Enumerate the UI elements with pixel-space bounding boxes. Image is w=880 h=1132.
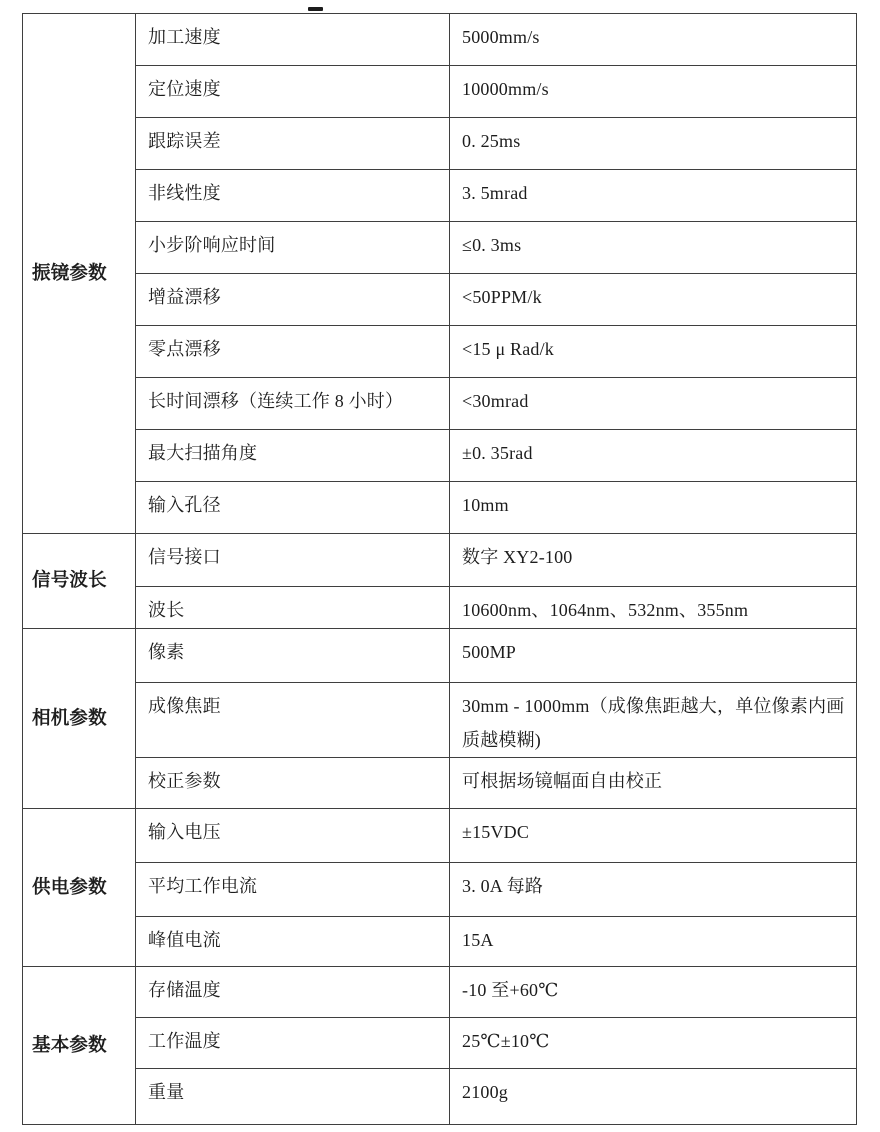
table-row — [23, 863, 857, 917]
value-cell: 2100g — [450, 1069, 857, 1125]
value-cell: 15A — [450, 917, 857, 967]
value-cell: ≤0. 3ms — [450, 222, 857, 274]
param-cell: 重量 — [136, 1069, 450, 1125]
table-row — [23, 326, 857, 378]
param-cell: 存储温度 — [136, 967, 450, 1018]
param-cell: 加工速度 — [136, 14, 450, 66]
value-cell: 10mm — [450, 482, 857, 534]
table-row — [23, 683, 857, 758]
param-cell: 跟踪误差 — [136, 118, 450, 170]
table-row — [23, 967, 857, 1018]
value-cell: 10000mm/s — [450, 66, 857, 118]
value-cell: 5000mm/s — [450, 14, 857, 66]
table-row — [23, 482, 857, 534]
value-cell: 3. 0A 每路 — [450, 863, 857, 917]
category-cell-basic: 基本参数 — [23, 967, 136, 1125]
param-cell: 输入孔径 — [136, 482, 450, 534]
param-cell: 非线性度 — [136, 170, 450, 222]
value-cell: -10 至+60℃ — [450, 967, 857, 1018]
param-cell: 平均工作电流 — [136, 863, 450, 917]
spec-table — [22, 13, 857, 1125]
value-cell: 10600nm、1064nm、532nm、355nm — [450, 587, 857, 629]
category-cell-galvo: 振镜参数 — [23, 14, 136, 534]
value-cell: 数字 XY2-100 — [450, 534, 857, 587]
param-cell: 长时间漂移（连续工作 8 小时） — [136, 378, 450, 430]
table-row — [23, 430, 857, 482]
param-cell: 峰值电流 — [136, 917, 450, 967]
category-cell-signal: 信号波长 — [23, 534, 136, 629]
value-cell: 30mm - 1000mm（成像焦距越大，单位像素内画质越模糊) — [450, 683, 857, 758]
category-cell-camera: 相机参数 — [23, 629, 136, 809]
value-cell: ±15VDC — [450, 809, 857, 863]
table-row — [23, 587, 857, 629]
scan-artifact-mark — [308, 7, 323, 11]
table-row — [23, 534, 857, 587]
table-row — [23, 629, 857, 683]
table-row — [23, 222, 857, 274]
category-cell-power: 供电参数 — [23, 809, 136, 967]
table-row — [23, 1018, 857, 1069]
table-row — [23, 809, 857, 863]
table-row — [23, 170, 857, 222]
param-cell: 信号接口 — [136, 534, 450, 587]
param-cell: 输入电压 — [136, 809, 450, 863]
param-cell: 小步阶响应时间 — [136, 222, 450, 274]
table-row — [23, 66, 857, 118]
param-cell: 最大扫描角度 — [136, 430, 450, 482]
value-cell: ±0. 35rad — [450, 430, 857, 482]
param-cell: 成像焦距 — [136, 683, 450, 758]
table-row — [23, 1069, 857, 1125]
table-row — [23, 758, 857, 809]
param-cell: 波长 — [136, 587, 450, 629]
value-cell: <50PPM/k — [450, 274, 857, 326]
param-cell: 校正参数 — [136, 758, 450, 809]
param-cell: 定位速度 — [136, 66, 450, 118]
value-cell: 3. 5mrad — [450, 170, 857, 222]
param-cell: 像素 — [136, 629, 450, 683]
value-cell: 可根据场镜幅面自由校正 — [450, 758, 857, 809]
param-cell: 增益漂移 — [136, 274, 450, 326]
value-cell: 25℃±10℃ — [450, 1018, 857, 1069]
value-cell: <30mrad — [450, 378, 857, 430]
table-row — [23, 14, 857, 66]
param-cell: 零点漂移 — [136, 326, 450, 378]
value-cell: 0. 25ms — [450, 118, 857, 170]
table-row — [23, 917, 857, 967]
table-row — [23, 274, 857, 326]
param-cell: 工作温度 — [136, 1018, 450, 1069]
table-row — [23, 118, 857, 170]
table-row — [23, 378, 857, 430]
value-cell: 500MP — [450, 629, 857, 683]
value-cell: <15 μ Rad/k — [450, 326, 857, 378]
